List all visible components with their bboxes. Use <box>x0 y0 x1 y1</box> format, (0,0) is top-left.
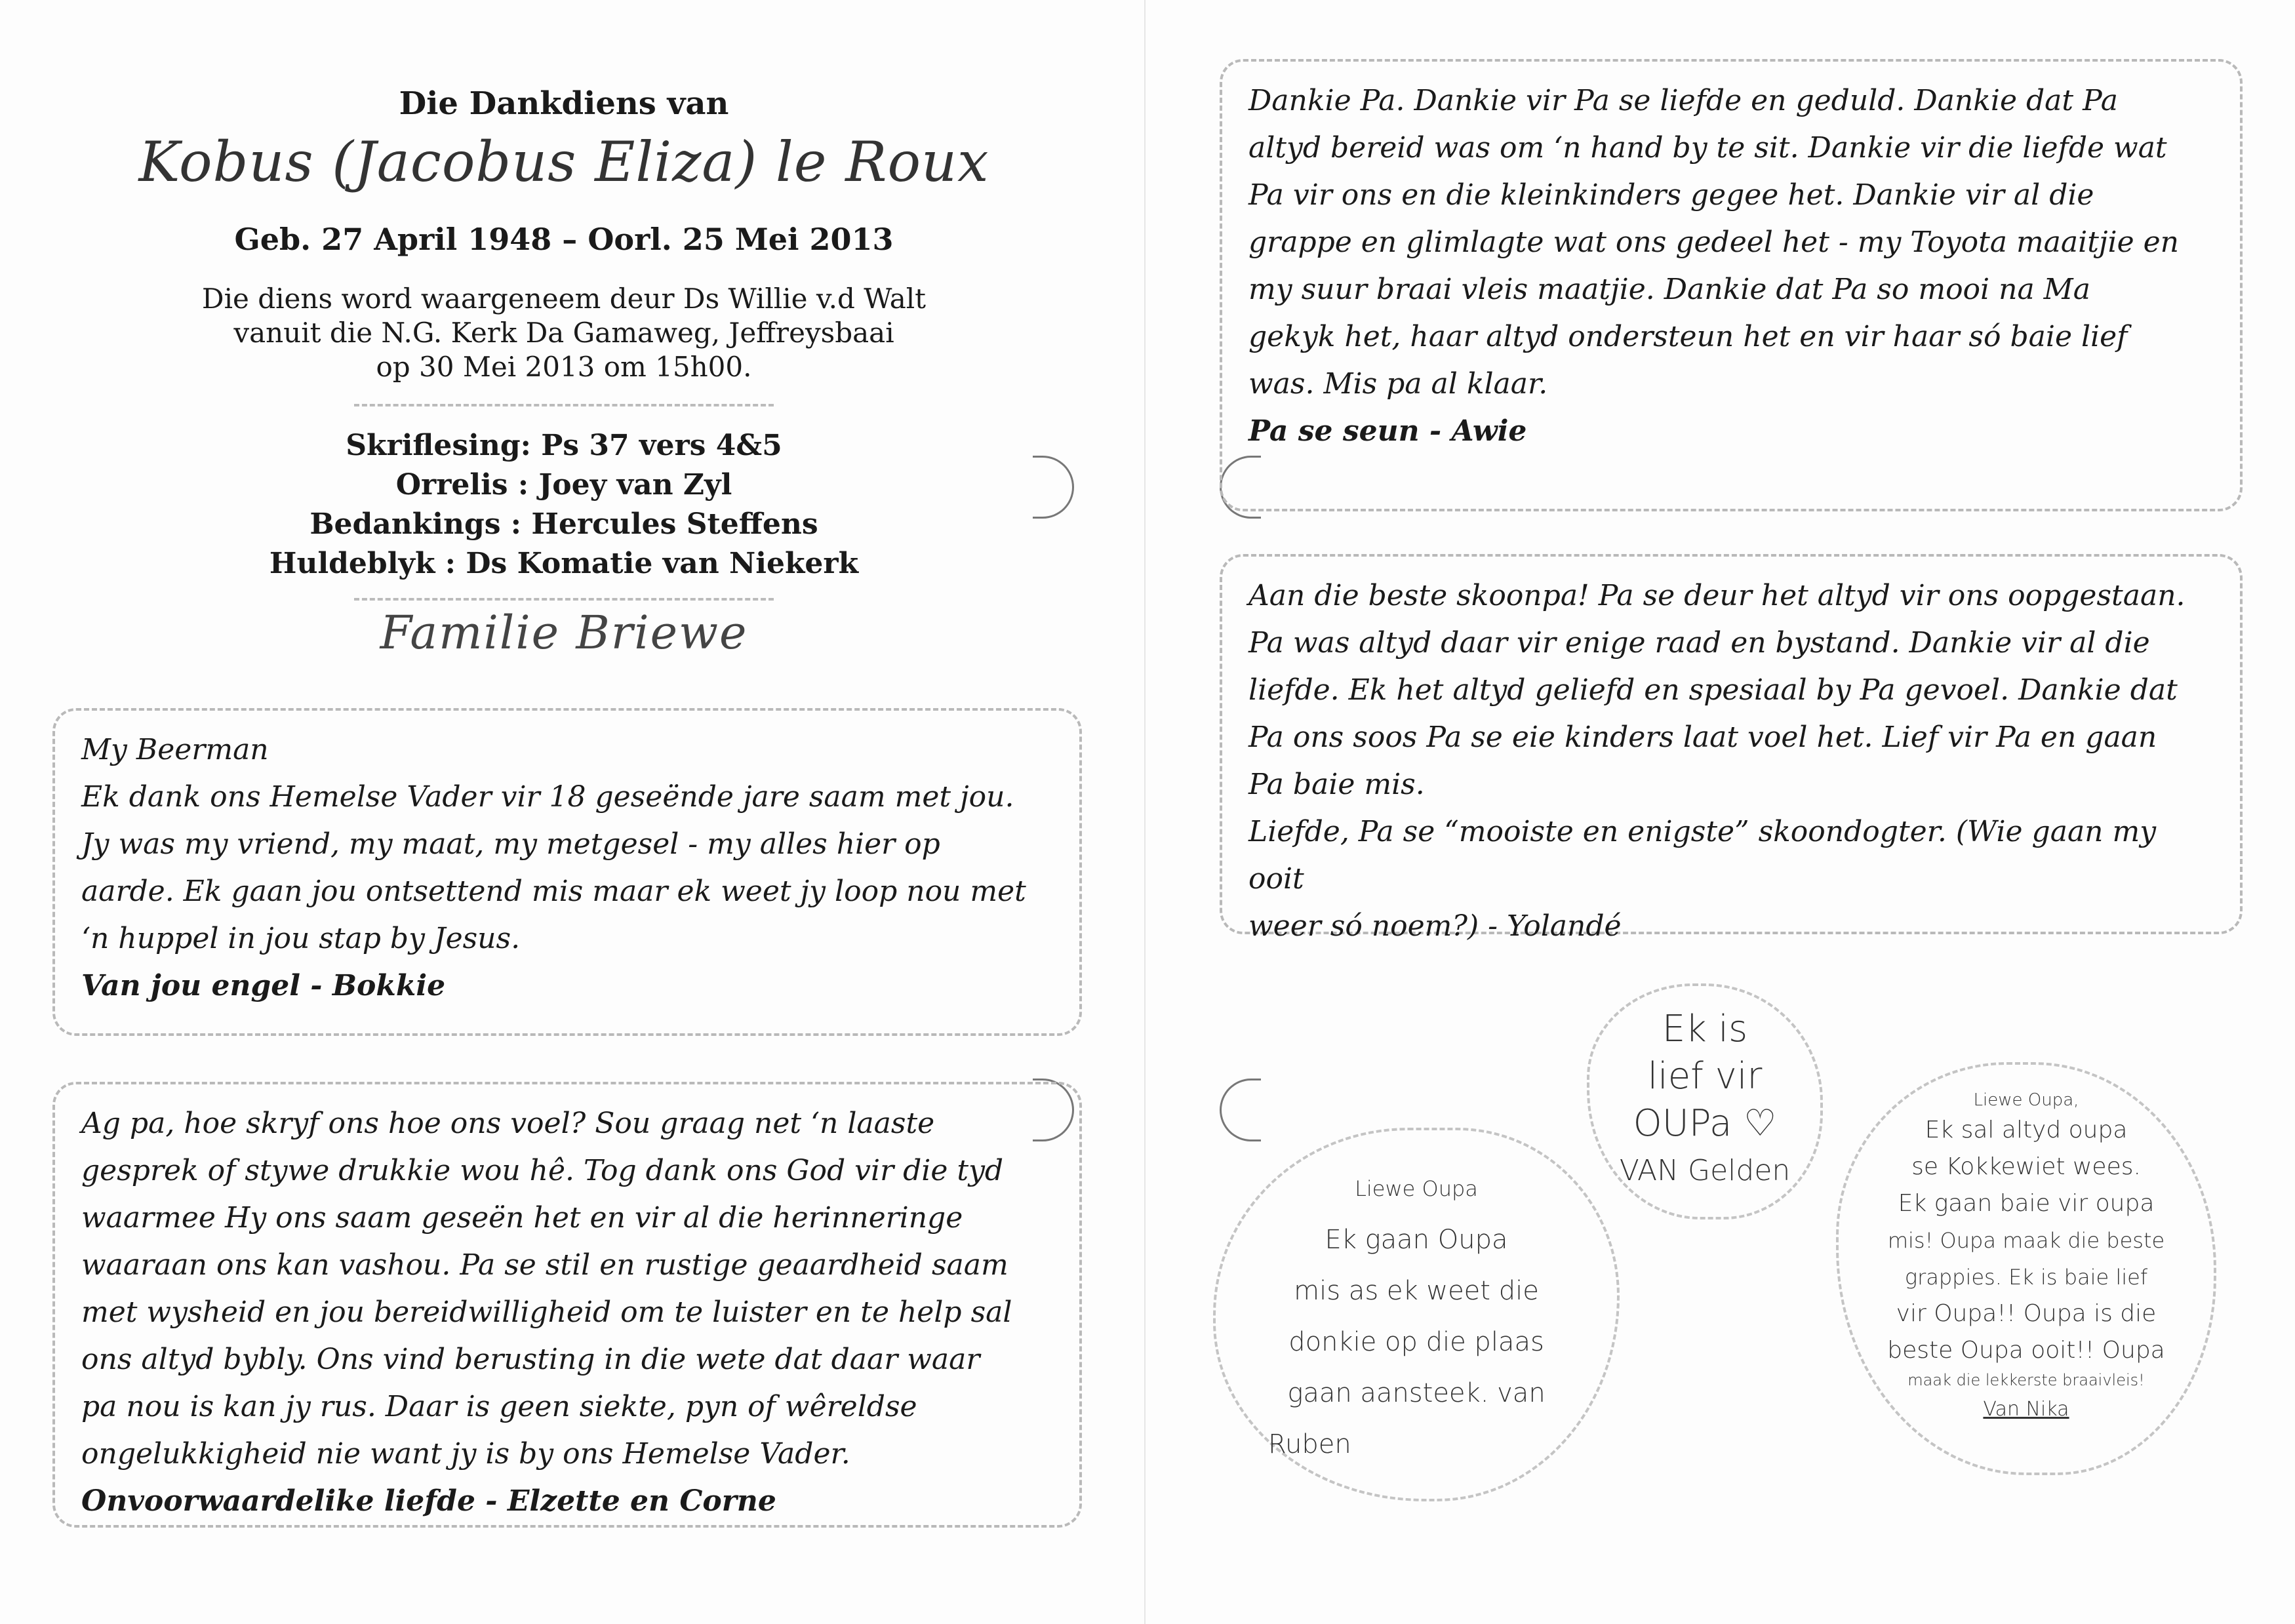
note-line: donkie op die plaas <box>1288 1327 1544 1357</box>
letter-card <box>52 708 1082 1036</box>
divider <box>354 404 774 406</box>
letter-line: Pa was altyd daar vir enige raad en bystand. Dankie vir al die <box>1248 626 2150 660</box>
program-item: Skriflesing: Ps 37 vers 4&5 <box>346 429 782 462</box>
service-line: vanuit die N.G. Kerk Da Gamaweg, Jeffreysbaai <box>233 317 894 349</box>
note-line: mis as ek weet die <box>1294 1276 1539 1306</box>
letter-signature: Onvoorwaardelike liefde - Elzette en Corne <box>81 1484 776 1518</box>
letter-signature: Van jou engel - Bokkie <box>81 969 446 1002</box>
letter-line: Dankie Pa. Dankie vir Pa se liefde en geduld. Dankie dat Pa <box>1248 84 2118 117</box>
letter-line: altyd bereid was om ‘n hand by te sit. Dankie vir die liefde wat <box>1248 131 2167 165</box>
note-line: Ek gaan Oupa <box>1325 1225 1508 1255</box>
letter-line: pa nou is kan jy rus. Daar is geen siekte, pyn of wêreldse <box>81 1390 917 1423</box>
note-line: Van Nika <box>1983 1398 2069 1421</box>
note-line: Ek sal altyd oupa <box>1925 1117 2128 1143</box>
service-line: Die diens word waargeneem deur Ds Willie v.d Walt <box>201 283 927 315</box>
note-line: beste Oupa ooit!! Oupa <box>1887 1337 2165 1364</box>
letter-line: ongelukkigheid nie want jy is by ons Hemelse Vader. <box>81 1437 850 1471</box>
letter-line: grappe en glimlagte wat ons gedeel het - my Toyota maaitjie en <box>1248 226 2180 259</box>
program-header <box>138 85 990 660</box>
letter-line: Pa ons soos Pa se eie kinders laat voel het. Lief vir Pa en gaan <box>1248 721 2157 754</box>
letter-line: Ag pa, hoe skryf ons hoe ons voel? Sou graag net ‘n laaste <box>81 1107 935 1140</box>
child-note-nika <box>1836 1062 2216 1475</box>
letter-line: weer só noem?) - Yolandé <box>1248 909 1622 943</box>
letter-line: ‘n huppel in jou stap by Jesus. <box>81 922 521 955</box>
letter-signature: Pa se seun - Awie <box>1248 414 1527 448</box>
punch-hole <box>1220 1079 1261 1141</box>
letter-line: Ek dank ons Hemelse Vader vir 18 geseënde jare saam met jou. <box>81 780 1014 814</box>
letter-line: Jy was my vriend, my maat, my metgesel - my alles hier op <box>81 827 940 861</box>
note-line: se Kokkewiet wees. <box>1911 1153 2141 1180</box>
life-dates: Geb. 27 April 1948 – Oorl. 25 Mei 2013 <box>234 222 894 257</box>
note-line: vir Oupa!! Oupa is die <box>1896 1300 2157 1327</box>
program-item: Huldeblyk : Ds Komatie van Niekerk <box>269 547 859 580</box>
service-details <box>138 282 990 384</box>
note-line: lief vir <box>1647 1055 1763 1098</box>
note-line: mis! Oupa maak die beste <box>1887 1228 2165 1253</box>
punch-hole <box>1033 456 1074 519</box>
letter-line: met wysheid en jou bereidwilligheid om te luister en te help sal <box>81 1296 1012 1329</box>
program-list <box>138 426 990 584</box>
letter-line: gekyk het, haar altyd ondersteun het en vir haar só baie lief <box>1248 320 2128 353</box>
letter-card <box>52 1082 1082 1528</box>
note-line: gaan aansteek. van <box>1287 1378 1546 1408</box>
section-title: Familie Briewe <box>380 606 748 660</box>
letter-card <box>1220 59 2243 511</box>
letter-line: my suur braai vleis maatjie. Dankie dat Pa so mooi na Ma <box>1248 273 2090 306</box>
letter-line: aarde. Ek gaan jou ontsettend mis maar ek weet jy loop nou met <box>81 875 1026 908</box>
program-item: Bedankings : Hercules Steffens <box>309 507 818 541</box>
note-line: grappies. Ek is baie lief <box>1904 1265 2148 1290</box>
letter-line: Pa vir ons en die kleinkinders gegee het. Dankie vir al die <box>1248 178 2094 212</box>
letter-card <box>1220 554 2243 943</box>
child-note-gelden <box>1587 983 1823 1219</box>
note-line: OUPa ♡ <box>1633 1102 1777 1145</box>
letter-line: Pa baie mis. <box>1248 768 1425 801</box>
letter-line: gesprek of stywe drukkie wou hê. Tog dank ons God vir die tyd <box>81 1154 1004 1187</box>
letter-line: was. Mis pa al klaar. <box>1248 367 1548 401</box>
note-line: Ruben <box>1268 1429 1351 1459</box>
note-line: Ek gaan baie vir oupa <box>1898 1190 2155 1217</box>
page-fold <box>1144 0 1146 1624</box>
service-title: Die Dankdiens van <box>399 85 729 122</box>
note-line: VAN Gelden <box>1619 1154 1791 1187</box>
letter-line: waaraan ons kan vashou. Pa se stil en rustige geaardheid saam <box>81 1248 1008 1282</box>
letter-line: waarmee Hy ons saam geseën het en vir al die herinneringe <box>81 1201 963 1235</box>
note-line: Ek is <box>1662 1008 1748 1050</box>
letter-line: liefde. Ek het altyd geliefd en spesiaal by Pa gevoel. Dankie dat <box>1248 673 2178 707</box>
letter-line: My Beerman <box>81 733 269 766</box>
letter-line: Aan die beste skoonpa! Pa se deur het altyd vir ons oopgestaan. <box>1248 579 2185 612</box>
letter-line: ons altyd bybly. Ons vind berusting in die wete dat daar waar <box>81 1343 980 1376</box>
program-item: Orrelis : Joey van Zyl <box>395 468 732 502</box>
deceased-name: Kobus (Jacobus Eliza) le Roux <box>138 130 989 194</box>
note-line: Liewe Oupa, <box>1973 1090 2079 1110</box>
letter-line: Liefde, Pa se “mooiste en enigste” skoondogter. (Wie gaan my ooit <box>1248 815 2157 896</box>
note-line: maak die lekkerste braaivleis! <box>1907 1371 2145 1389</box>
service-line: op 30 Mei 2013 om 15h00. <box>376 351 752 383</box>
child-note-ruben <box>1213 1128 1620 1501</box>
divider <box>354 598 774 601</box>
note-line: Liewe Oupa <box>1355 1176 1478 1201</box>
